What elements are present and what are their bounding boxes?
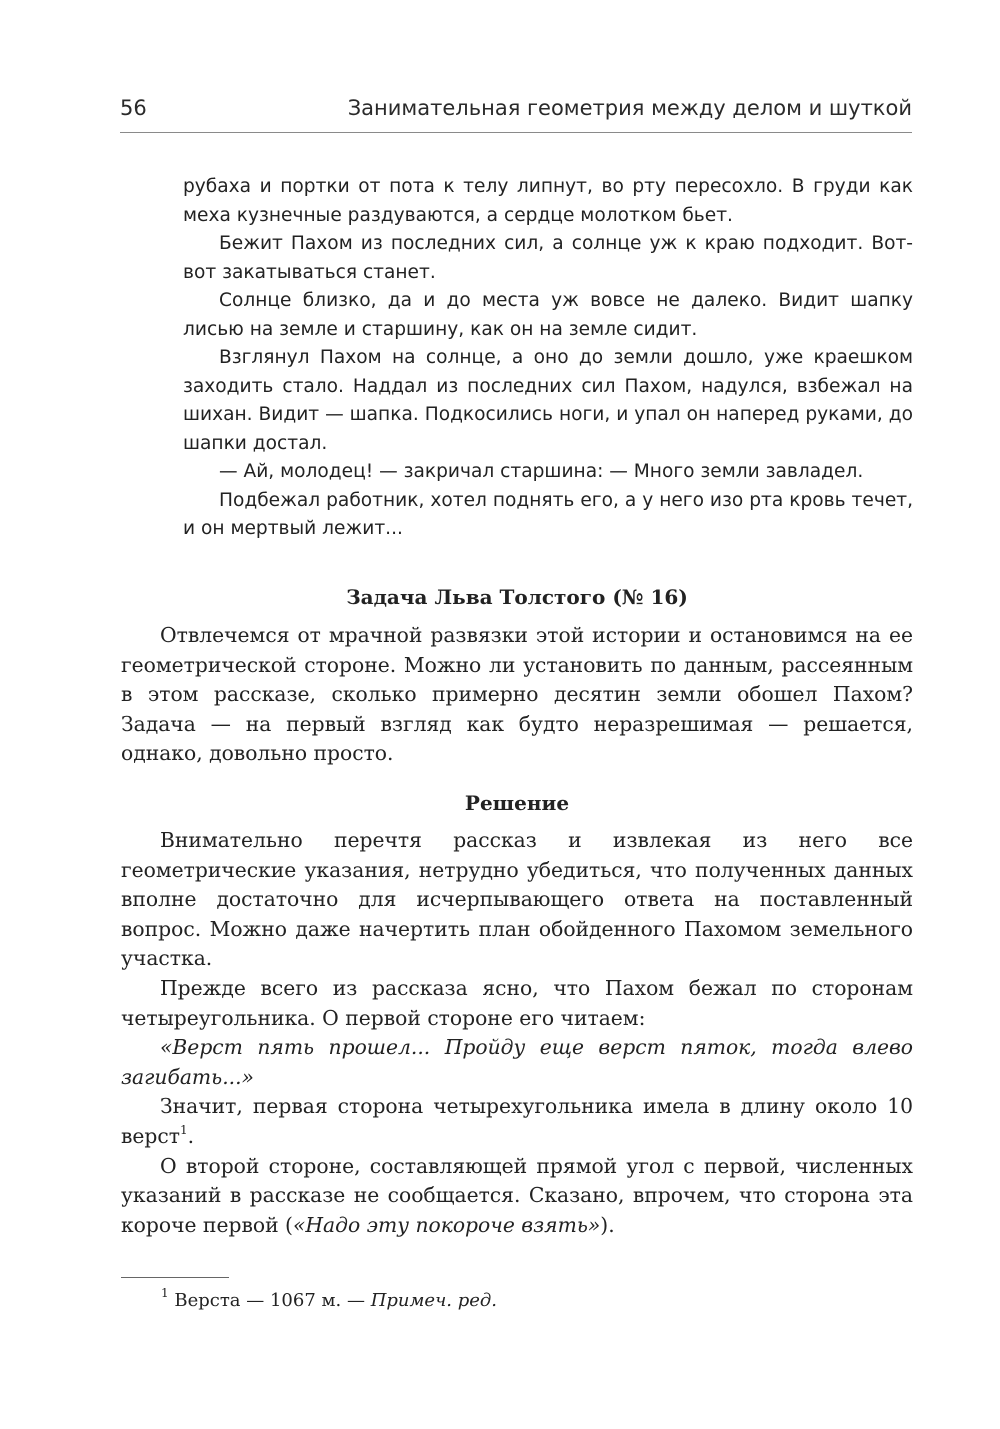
solution-paragraph <box>121 1092 913 1151</box>
story-paragraph: Взглянул Пахом на солнце, а оно до земли дошло, уже краешком заходить стало. Наддал из последних сил Пахом, надулся, взбежал на шихан. Видит — шапка. Подкосились ноги, и упал он наперед руками, до шапки достал. <box>183 347 913 454</box>
solution-paragraph <box>121 1152 913 1241</box>
story-paragraph: Солнце близко, да и до места уж вовсе не далеко. Видит шапку лисью на земле и старшину, как он на земле сидит. <box>183 290 913 340</box>
solution-heading: Решение <box>464 791 570 815</box>
solution-text-span: ). <box>600 1212 615 1237</box>
story-paragraph: рубаха и портки от пота к телу липнут, во рту пересохло. В груди как меха кузнечные раздуваются, а сердце молотком бьет. <box>183 176 913 226</box>
story-quote: «Верст пять прошел... Пройду еще верст пяток, тогда влево загибать...» <box>121 1035 913 1089</box>
footnote-editor-note: Примеч. ред. <box>370 1290 498 1311</box>
header-rule <box>120 132 912 133</box>
solution-paragraph: Прежде всего из рассказа ясно, что Пахом бежал по сторонам четыреугольника. О первой стороне его читаем: <box>121 975 913 1030</box>
page-number: 56 <box>120 96 147 120</box>
problem-text <box>121 621 913 769</box>
running-header <box>120 96 912 130</box>
story-excerpt <box>183 173 913 544</box>
footnote-rule <box>121 1277 229 1278</box>
footnote-text: Верста — 1067 м. — <box>168 1290 371 1311</box>
problem-paragraph: Отвлечемся от мрачной развязки этой истории и остановимся на ее геометрической стороне. Можно ли установить по данным, рассеянным в этом рассказе, сколько примерно десятин земли обошел Пахом? Задача — на первый взгляд как будто неразрешимая — решается, однако, довольно просто. <box>121 623 913 766</box>
solution-text-span: О второй стороне, составляющей прямой угол с первой, численных указаний в рассказе не сообщается. Сказано, впрочем, что сторона эта короче первой ( <box>121 1153 913 1237</box>
footnote <box>161 1288 861 1314</box>
solution-paragraph: Внимательно перечтя рассказ и извлекая из него все геометрические указания, нетрудно убедиться, что полученных данных вполне достаточно для исчерпывающего ответа на поставленный вопрос. Можно даже начертить план обойденного Пахомом земельного участка. <box>121 828 913 971</box>
solution-text-span: . <box>187 1123 195 1148</box>
running-title: Занимательная геометрия между делом и шуткой <box>347 96 912 120</box>
footnote-marker: 1 <box>179 1122 188 1137</box>
story-paragraph: Бежит Пахом из последних сил, а солнце уж к краю подходит. Вот-вот закатываться станет. <box>183 233 913 283</box>
solution-text <box>121 826 913 1240</box>
footnote-number: 1 <box>161 1286 169 1300</box>
story-paragraph: — Ай, молодец! — закричал старшина: — Много земли завладел. <box>219 461 864 482</box>
story-paragraph: Подбежал работник, хотел поднять его, а у него изо рта кровь течет, и он мертвый лежит... <box>183 489 913 539</box>
solution-text-span: Значит, первая сторона четырехугольника имела в длину около 10 верст <box>121 1094 913 1148</box>
problem-heading: Задача Льва Толстого (№ 16) <box>346 585 688 609</box>
inline-quote: «Надо эту покороче взять» <box>292 1212 601 1237</box>
